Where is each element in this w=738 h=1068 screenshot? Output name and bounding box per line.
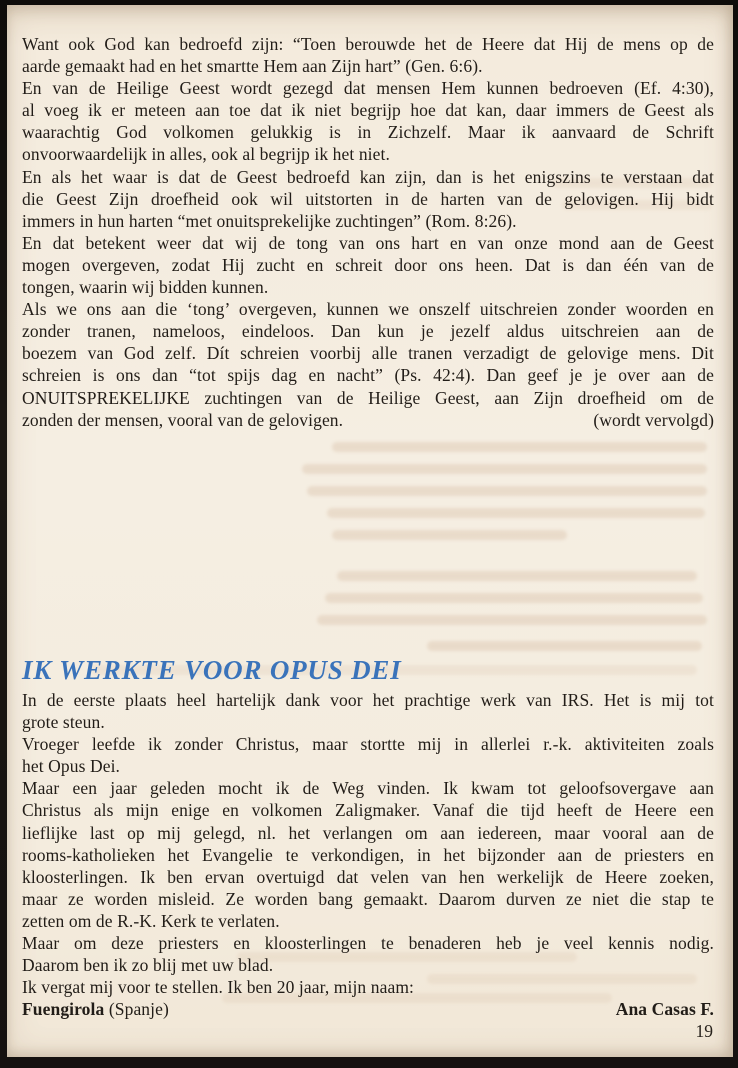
- text-line: het Opus Dei.: [22, 756, 121, 777]
- text-line: Christus als mijn enige en volkomen Zaligmaker. Vanaf die tijd heeft de Heere een: [22, 800, 714, 821]
- ghost-line: [427, 641, 702, 651]
- text-line: schreien is ons dan “tot spijs dag en nacht” (Ps. 42:4). Dan geef je je over aan de: [22, 365, 714, 386]
- text-line: Maar om deze priesters en kloosterlingen te benaderen heb je veel kennis nodig.: [22, 933, 714, 954]
- text-line: aarde gemaakt had en het smartte Hem aan Zijn hart” (Gen. 6:6).: [22, 56, 483, 77]
- text-line: tongen, waarin wij bidden kunnen.: [22, 277, 269, 298]
- article-last-line: [22, 409, 714, 431]
- text-line: al voeg ik er meteen aan toe dat ik niet begrijp hoe dat kan, daar immers de Geest als: [22, 100, 714, 121]
- ghost-line: [327, 508, 705, 518]
- article-letter-text: [22, 689, 714, 1020]
- ghost-line: [317, 615, 707, 625]
- article-title-opus-dei: IK WERKTE VOOR OPUS DEI: [22, 655, 402, 686]
- text-line: rooms-katholieken het Evangelie te verkondigen, in het bijzonder aan de priesters en: [22, 844, 714, 865]
- page-number: 19: [695, 1021, 713, 1041]
- signature-place: [22, 998, 169, 1020]
- ghost-line: [302, 464, 707, 474]
- page-paper: [7, 5, 733, 1057]
- text-line: En van de Heilige Geest wordt gezegd dat mensen Hem kunnen bedroeven (Ef. 4:30),: [22, 78, 714, 99]
- last-line-text: zonden der mensen, vooral van de gelovigen.: [22, 409, 344, 430]
- text-line: zetten om de R.-K. Kerk te verlaten.: [22, 910, 280, 931]
- ghost-line: [325, 593, 703, 603]
- signature-place-country: (Spanje): [104, 999, 169, 1020]
- text-line: ONUITSPREKELIJKE zuchtingen van de Heilige Geest, aan Zijn droefheid om de: [22, 387, 714, 408]
- text-line: mogen overgeven, zodat Hij zucht en schreit door ons heen. Dat is dan één van de: [22, 254, 714, 275]
- article-geest-bedroefd-text: [22, 33, 714, 431]
- text-line: Als we ons aan die ‘tong’ overgeven, kunnen we onszelf uitschreien zonder woorden en: [22, 299, 714, 320]
- text-line: lieflijke last op mij gelegd, nl. het verlangen om aan iedereen, maar vooral aan de: [22, 822, 714, 843]
- continuation-notice: (wordt vervolgd): [593, 409, 714, 430]
- text-line: Vroeger leefde ik zonder Christus, maar stortte mij in allerlei r.-k. aktiviteiten zoals: [22, 734, 714, 755]
- signature-place-name: Fuengirola: [22, 999, 105, 1020]
- text-line: waarachtig God volkomen gelukkig is in Zichzelf. Maar ik aanvaard de Schrift: [22, 122, 714, 143]
- text-line: Want ook God kan bedroefd zijn: “Toen berouwde het de Heere dat Hij de mens op de: [22, 34, 714, 54]
- text-line: Ik vergat mij voor te stellen. Ik ben 20 jaar, mijn naam:: [22, 977, 414, 998]
- ghost-line: [332, 442, 707, 452]
- text-line: Daarom ben ik zo blij met uw blad.: [22, 955, 274, 976]
- text-line: maar ze worden misleid. Ze worden bang gemaakt. Daarom durven ze niet die stap te: [22, 888, 714, 909]
- text-line: immers in hun harten “met onuitsprekelijke zuchtingen” (Rom. 8:26).: [22, 210, 517, 231]
- text-line: Maar een jaar geleden mocht ik de Weg vinden. Ik kwam tot geloofsovergave aan: [22, 778, 714, 799]
- text-line: kloosterlingen. Ik ben ervan overtuigd dat velen van hen werkelijk de Heere zoeken,: [22, 866, 714, 887]
- text-line: En dat betekent weer dat wij de tong van ons hart en van onze mond aan de Geest: [22, 232, 714, 253]
- article-lines: [22, 33, 714, 409]
- signature-author: Ana Casas F.: [615, 999, 714, 1020]
- ghost-line: [307, 486, 707, 496]
- text-line: zonder tranen, nameloos, eindeloos. Dan kun je jezelf aldus uitschreien aan de: [22, 321, 714, 342]
- article-lines: [22, 689, 714, 998]
- letter-signature-row: [22, 998, 714, 1020]
- ghost-line: [332, 530, 567, 540]
- text-line: boezem van God zelf. Dít schreien voorbij alle tranen verzadigt de gelovige mens. Dit: [22, 343, 714, 364]
- text-line: En als het waar is dat de Geest bedroefd kan zijn, dan is het enigszins te verstaan dat: [22, 166, 714, 187]
- text-line: die Geest Zijn droefheid ook wil uitstorten in de harten van de gelovigen. Hij bidt: [22, 188, 714, 209]
- text-line: grote steun.: [22, 712, 105, 733]
- ghost-line: [337, 571, 697, 581]
- text-line: onvoorwaardelijk in alles, ook al begrijp ik het niet.: [22, 144, 390, 165]
- text-line: In de eerste plaats heel hartelijk dank voor het prachtige werk van IRS. Het is mij tot: [22, 690, 714, 710]
